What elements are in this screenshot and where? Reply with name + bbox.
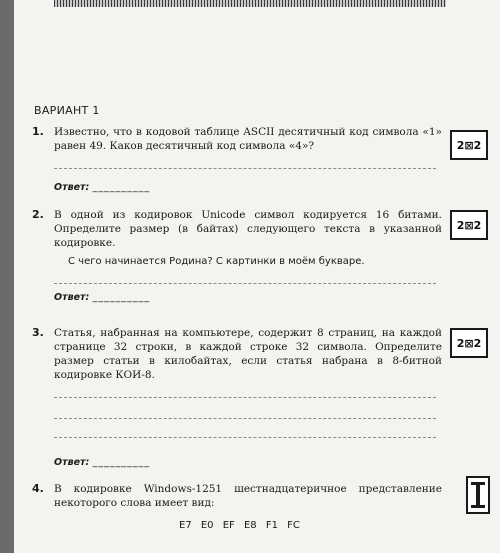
task-text: Известно, что в кодовой таблице ASCII десятичный код символа «1» равен 49. Каков десятичный код символа «4»? [54,126,442,152]
task-number: 3. [32,326,44,339]
variant-title: ВАРИАНТ 1 [34,104,100,117]
task-number: 1. [32,125,44,138]
answer-line [54,168,436,169]
task-number: 4. [32,482,44,495]
task-1 [32,125,442,153]
task-2 [32,208,442,269]
top-decorative-strip [54,0,446,7]
answer-blank: __________ [92,182,151,193]
hex-codes: E7 E0 EF E8 F1 FC [179,520,300,531]
task-quote: С чего начинается Родина? С картинки в моём букваре. [68,256,365,267]
answer-line [54,418,436,419]
task-text: В одной из кодировок Unicode символ кодируется 16 битами. Определите размер (в байтах) следующего текста в указанной кодировке. [54,209,442,249]
difficulty-badge: 2⊠2 [450,210,488,240]
answer-field[interactable] [54,182,150,193]
answer-field[interactable] [54,457,150,468]
answer-label: Ответ: [54,457,90,468]
task-text: Статья, набранная на компьютере, содержит 8 страниц, на каждой странице 32 строки, в каждой строке 32 символа. Определите размер статьи в килобайтах, если статья набрана в 8-битной кодировке КОИ-8. [54,327,442,381]
answer-line [54,437,436,438]
answer-line [54,283,436,284]
task-3 [32,326,442,382]
difficulty-badge: 2⊠2 [450,130,488,160]
answer-line [54,397,436,398]
answer-label: Ответ: [54,182,90,193]
answer-blank: __________ [92,457,151,468]
t-square-icon [466,476,490,514]
task-number: 2. [32,208,44,221]
task-text: В кодировке Windows-1251 шестнадцатеричное представление некоторого слова имеет вид: [54,483,442,509]
difficulty-badge: 2⊠2 [450,328,488,358]
answer-blank: __________ [92,292,151,303]
answer-field[interactable] [54,292,150,303]
worksheet-page [14,0,500,553]
task-4 [32,482,442,510]
answer-label: Ответ: [54,292,90,303]
